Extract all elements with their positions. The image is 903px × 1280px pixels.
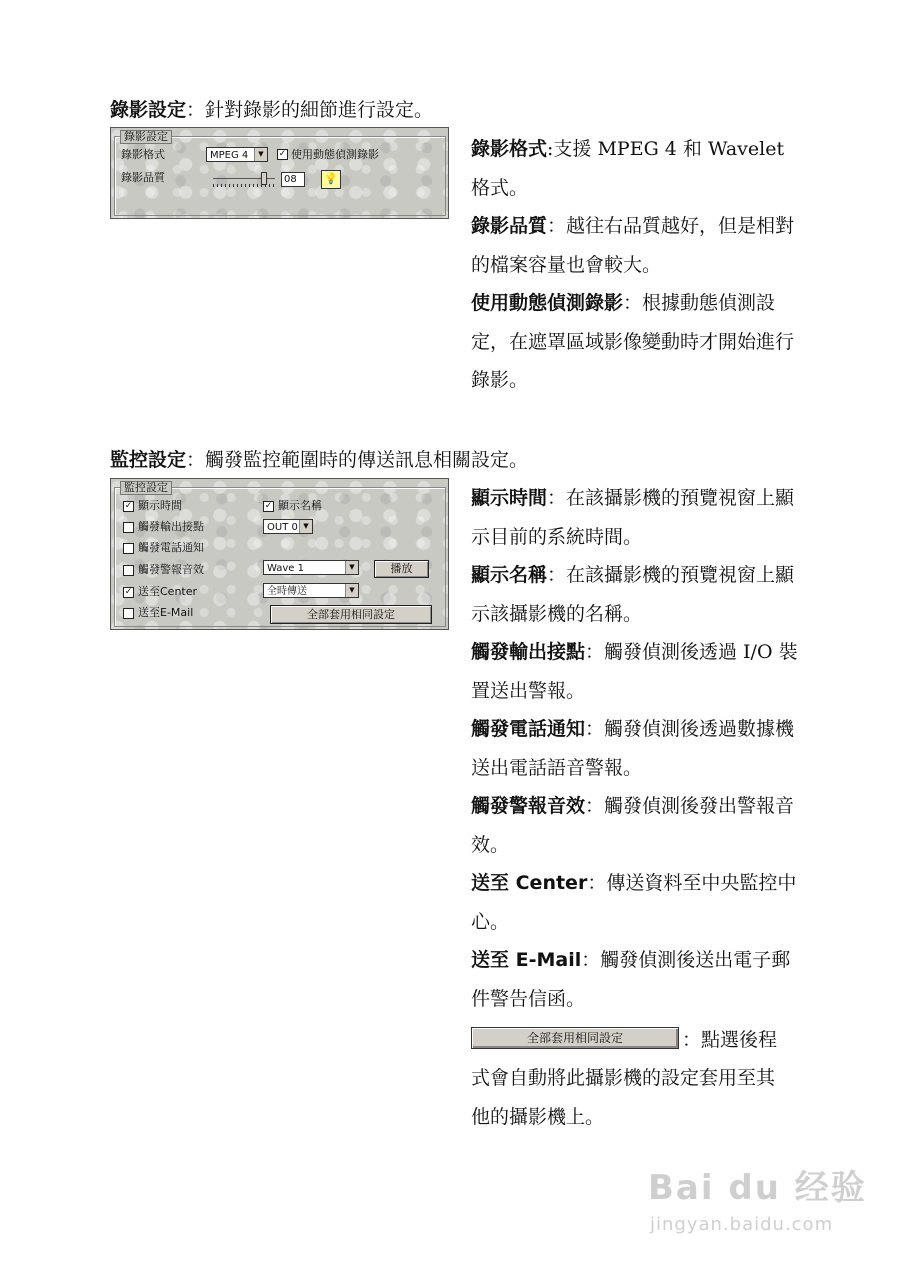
quality-slider-thumb[interactable] xyxy=(261,172,267,185)
trigger-sound-label: 觸發警報音效 xyxy=(138,563,204,576)
rec-desc-quality xyxy=(471,207,801,284)
mon-desc-trigger-output xyxy=(471,633,801,710)
rec-format-label: 錄影格式 xyxy=(121,148,165,161)
chevron-down-icon[interactable]: ▼ xyxy=(345,561,358,574)
rec-desc-quality-term: 錄影品質 xyxy=(471,215,548,237)
mon-heading xyxy=(110,448,528,472)
sound-select[interactable] xyxy=(263,560,359,575)
apply-all-desc-line1: ：點選後程 xyxy=(682,1029,778,1051)
mon-group-legend: 監控設定 xyxy=(120,481,172,495)
mon-heading-term: 監控設定 xyxy=(110,449,187,471)
mon-desc-trigger-sound xyxy=(471,787,801,864)
mon-description xyxy=(471,479,801,1018)
rec-group-legend: 錄影設定 xyxy=(120,130,172,144)
mon-heading-rest: ：觸發監控範圍時的傳送訊息相關設定。 xyxy=(186,449,529,471)
output-select[interactable] xyxy=(263,519,313,534)
trigger-sound-checkbox[interactable] xyxy=(123,565,134,576)
rec-format-select[interactable] xyxy=(206,147,268,162)
baidu-watermark-url: jingyan.baidu.com xyxy=(650,1214,834,1235)
sound-value: Wave 1 xyxy=(267,563,304,574)
trigger-output-checkbox[interactable] xyxy=(123,522,134,533)
rec-desc-motion-term: 使用動態偵測錄影 xyxy=(471,292,624,314)
center-mode-select[interactable] xyxy=(263,583,359,598)
mon-settings-panel xyxy=(110,478,449,630)
trigger-output-label: 觸發輸出接點 xyxy=(138,520,204,533)
rec-quality-label: 錄影品質 xyxy=(121,171,165,184)
send-email-label: 送至E-Mail xyxy=(138,606,194,619)
send-center-label: 送至Center xyxy=(138,585,198,598)
center-mode-value: 全時傳送 xyxy=(267,586,307,597)
chevron-down-icon[interactable]: ▼ xyxy=(254,148,267,161)
quality-value-field[interactable]: 08 xyxy=(281,172,305,187)
mon-desc-trigger-sound-term: 觸發警報音效 xyxy=(471,795,586,817)
chevron-down-icon[interactable]: ▼ xyxy=(345,584,358,597)
rec-desc-motion-text: ：根據動態偵測設定，在遮罩區域影像變動時才開始進行錄影。 xyxy=(471,292,795,391)
apply-all-desc-rest xyxy=(471,1059,781,1136)
mon-desc-send-email-term: 送至 E-Mail xyxy=(471,949,582,971)
mon-desc-send-center-text: ：傳送資料至中央監控中心。 xyxy=(471,872,797,933)
mon-desc-show-time xyxy=(471,479,801,556)
show-name-checkbox[interactable]: ✓ xyxy=(264,501,273,511)
mon-desc-send-email-text: ：觸發偵測後送出電子郵件警告信函。 xyxy=(471,949,791,1010)
show-time-checkbox[interactable]: ✓ xyxy=(124,501,133,511)
mon-desc-show-name xyxy=(471,556,801,633)
apply-all-inline-button[interactable]: 全部套用相同設定 xyxy=(471,1027,679,1049)
play-button[interactable]: 播放 xyxy=(374,560,429,578)
baidu-watermark-logo xyxy=(648,1160,867,1209)
mon-desc-trigger-sound-text: ：觸發偵測後發出警報音效。 xyxy=(471,795,795,856)
send-center-checkbox[interactable]: ✓ xyxy=(124,587,133,597)
show-time-label: 顯示時間 xyxy=(138,499,182,512)
rec-desc-quality-text: ：越往右品質越好，但是相對的檔案容量也會較大。 xyxy=(471,215,795,276)
motion-detect-checkbox[interactable]: ✓ xyxy=(278,149,287,159)
rec-desc-format xyxy=(471,130,801,207)
mon-desc-show-name-text: ：在該攝影機的預覽視窗上顯示該攝影機的名稱。 xyxy=(471,564,795,625)
trigger-phone-label: 觸發電話通知 xyxy=(138,541,204,554)
lightbulb-icon[interactable]: 💡 xyxy=(321,170,341,189)
send-email-checkbox[interactable] xyxy=(123,608,134,619)
mon-desc-show-time-term: 顯示時間 xyxy=(471,487,548,509)
mon-desc-trigger-phone-text: ：觸發偵測後透過數據機送出電話語音警報。 xyxy=(471,718,795,779)
rec-settings-panel xyxy=(110,127,449,219)
output-value: OUT 0 xyxy=(267,522,298,533)
rec-heading-term: 錄影設定 xyxy=(110,99,187,121)
mon-desc-show-time-text: ：在該攝影機的預覽視窗上顯示目前的系統時間。 xyxy=(471,487,795,548)
mon-desc-send-email xyxy=(471,941,801,1018)
rec-heading xyxy=(110,98,433,122)
mon-desc-trigger-phone xyxy=(471,710,801,787)
rec-heading-rest: ：針對錄影的細節進行設定。 xyxy=(186,99,434,121)
rec-description xyxy=(471,130,801,400)
mon-desc-show-name-term: 顯示名稱 xyxy=(471,564,548,586)
mon-desc-send-center xyxy=(471,864,801,941)
apply-all-button[interactable]: 全部套用相同設定 xyxy=(270,605,432,624)
chevron-down-icon[interactable]: ▼ xyxy=(299,520,312,533)
motion-detect-label: 使用動態偵測錄影 xyxy=(291,148,379,161)
mon-desc-trigger-output-text: ：觸發偵測後透過 I/O 裝置送出警報。 xyxy=(471,641,798,702)
apply-all-desc-rest-text: 式會自動將此攝影機的設定套用至其他的攝影機上。 xyxy=(471,1067,776,1128)
rec-desc-format-term: 錄影格式 xyxy=(471,138,548,160)
show-name-label: 顯示名稱 xyxy=(278,499,322,512)
baidu-logo-text: Bai du 经验 xyxy=(648,1168,867,1208)
rec-desc-motion xyxy=(471,284,801,400)
rec-desc-format-text: :支援 MPEG 4 和 Wavelet 格式。 xyxy=(471,138,785,199)
trigger-phone-checkbox[interactable] xyxy=(123,543,134,554)
rec-format-value: MPEG 4 xyxy=(210,150,249,161)
mon-desc-send-center-term: 送至 Center xyxy=(471,872,588,894)
mon-desc-trigger-output-term: 觸發輸出接點 xyxy=(471,641,586,663)
mon-desc-trigger-phone-term: 觸發電話通知 xyxy=(471,718,586,740)
